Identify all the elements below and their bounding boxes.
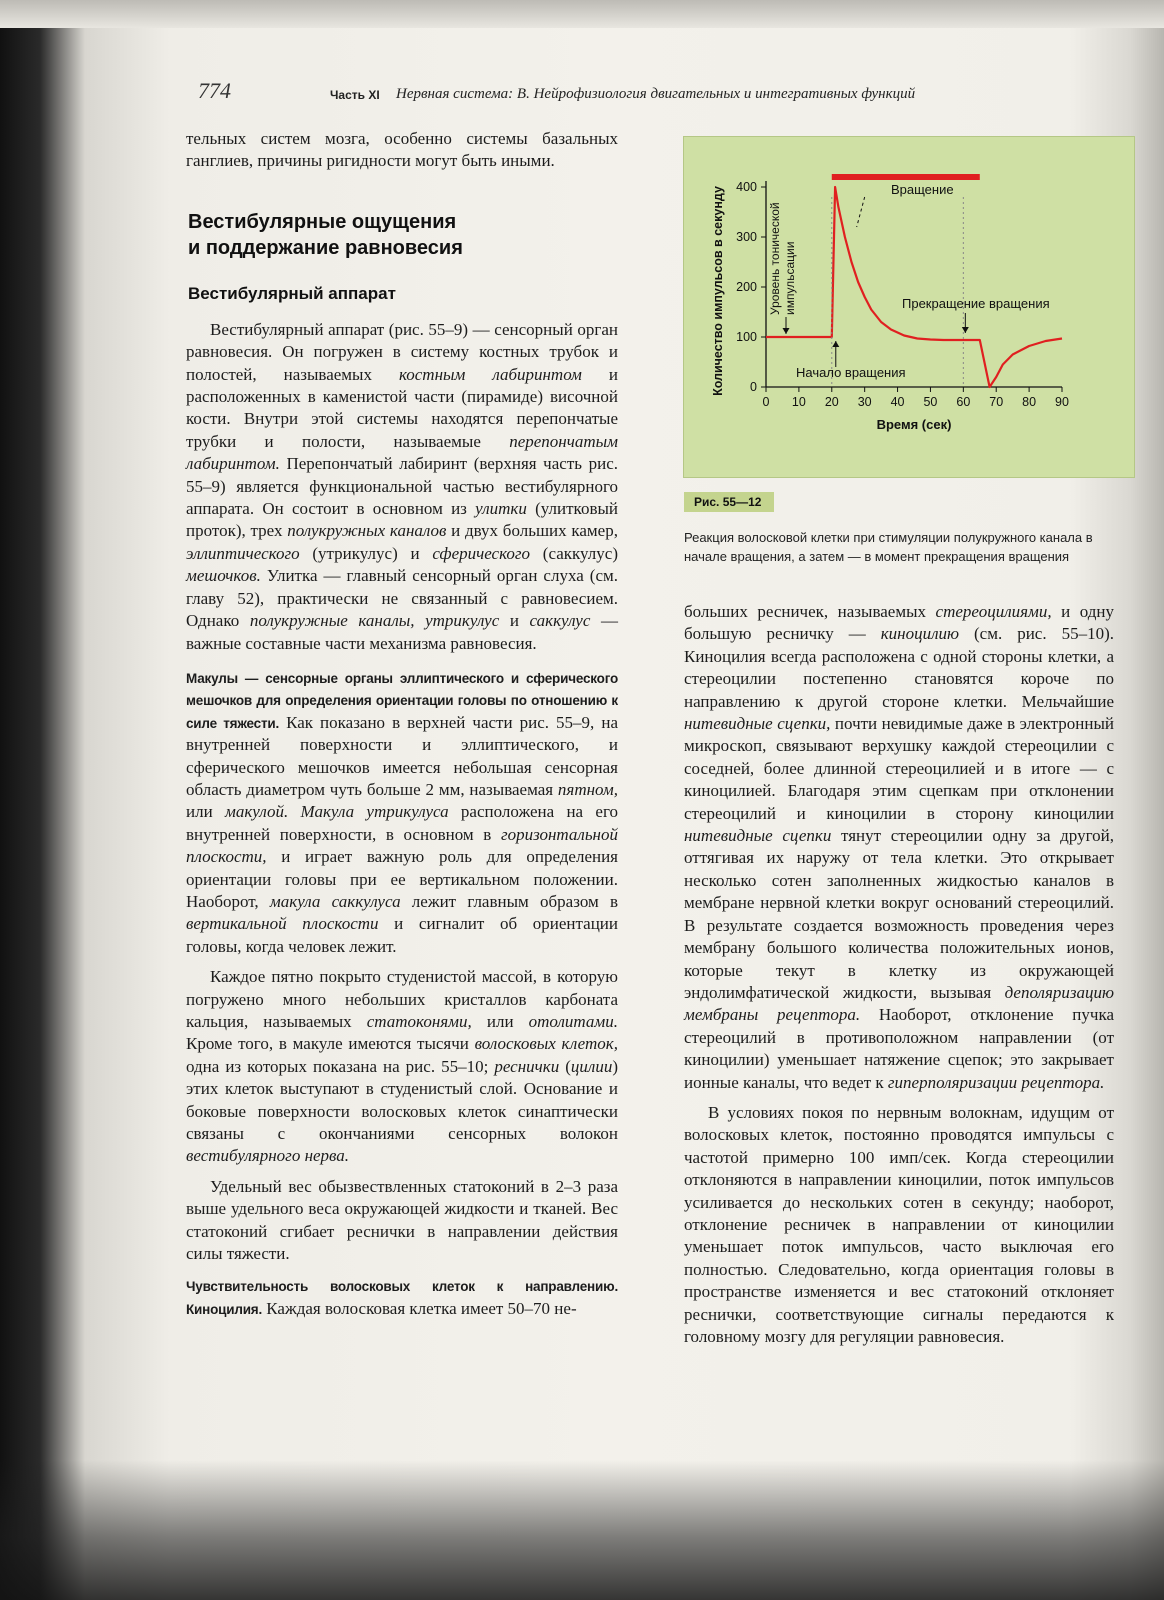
figure-tag: Рис. 55—12 bbox=[684, 492, 774, 512]
scan-edge bbox=[0, 0, 1164, 28]
paragraph-lead: Макулы — сенсорные органы эллиптического и сферического мешочков для определения ориентации головы по отношению к силе тяжести. bbox=[186, 670, 618, 731]
paragraph-macula: Макулы — сенсорные органы эллиптического и сферического мешочков для определения ориентации головы по отношению к силе тяжести. Как показано в верхней части рис. 55–9, на внутренней поверхности и эллиптического, и сферического мешочков имеется небольшая сенсорная область диаметром чуть больше 2 мм, называемая пятном, или макулой. Макула утрикулуса расположена на его внутренней поверхности, в основном в горизонтальной плоскости, и играет важную роль для определения ориентации головы при ее вертикальном положении. Наоборот, макула саккулуса лежит главным образом в вертикальной плоскости и сигналит об ориентации головы, когда человек лежит. bbox=[186, 670, 619, 956]
x-tick-label: 80 bbox=[1022, 395, 1037, 409]
stop-rotation-label: Прекращение вращения bbox=[902, 296, 1050, 311]
rotation-leader bbox=[857, 197, 865, 227]
right-column bbox=[684, 601, 1114, 1348]
page-number: 774 bbox=[198, 78, 231, 103]
intro-paragraph: тельных систем мозга, особенно системы базальных ганглиев, причины ригидности могут быть иными. bbox=[186, 129, 618, 171]
chart-marks bbox=[766, 174, 1062, 387]
x-tick-label: 10 bbox=[791, 395, 806, 409]
x-tick-label: 30 bbox=[857, 395, 872, 409]
x-tick-label: 90 bbox=[1055, 395, 1069, 409]
start-rotation-label: Начало вращения bbox=[796, 365, 906, 380]
x-axis-title: Время (сек) bbox=[876, 417, 952, 432]
paragraph-vestibular: Вестибулярный аппарат (рис. 55–9) — сенсорный орган равновесия. Он погружен в систему костных трубок и полостей, называемых костным лабиринтом и расположенных в каменистой части (пирамиде) височной кости. Внутри этой системы находятся перепончатые трубки и полости, называемые перепончатым лабиринтом. Перепончатый лабиринт (верхняя часть рис. 55–9) является функциональной частью вестибулярного аппарата. Он состоит в основном из улитки (улитковый проток), трех полукружных каналов и двух больших камер, эллиптического (утрикулус) и сферического (саккулус) мешочков. Улитка — главный сенсорный орган слуха (см. главу 52), практически не связанный с равновесием. Однако полукружные каналы, утрикулус и саккулус — важные составные части механизма равновесия. bbox=[186, 319, 619, 653]
series-line bbox=[766, 187, 1062, 387]
x-tick-label: 70 bbox=[989, 395, 1004, 409]
x-tick-label: 40 bbox=[890, 395, 905, 409]
y-tick-label: 0 bbox=[750, 380, 757, 394]
x-tick-label: 50 bbox=[923, 395, 938, 409]
subsection-heading: Вестибулярный аппарат bbox=[188, 283, 396, 303]
paragraph-resting-impulses: В условиях покоя по нервным волокнам, идущим от волосковых клеток, постоянно проводятся импульсы с частотой примерно 100 имп/сек. Когда стереоцилии отклоняются в направлении киноцилии, поток импульсов усиливается до нескольких сотен в секунду; наоборот, отклонение ресничек в направлении от киноцилии уменьшает поток импульсов, часто выключая его полностью. Следовательно, когда ориентация головы в пространстве изменяется и вес статоконий отклоняет реснички, соответствующие сигналы передаются к головному мозгу для регуляции равновесия. bbox=[684, 1102, 1114, 1346]
tonic-label-1: Уровень тонической bbox=[768, 202, 782, 315]
y-tick-label: 300 bbox=[736, 230, 757, 244]
section-heading-line-1: Вестибулярные ощущения bbox=[188, 210, 457, 233]
start-arrow-head bbox=[832, 341, 839, 347]
y-tick-label: 400 bbox=[736, 180, 757, 194]
figure-55-12 bbox=[683, 136, 1135, 478]
y-axis-title: Количество импульсов в секунду bbox=[711, 186, 725, 396]
rotation-label: Вращение bbox=[891, 182, 954, 197]
paragraph-specific-weight: Удельный вес обызвествленных статоконий в 2–3 раза выше удельного веса окружающей жидкости и тканей. Вес статоконий сгибает реснички в направлении действия силы тяжести. bbox=[186, 1176, 618, 1264]
running-header-part: Часть XI bbox=[330, 88, 380, 102]
tonic-label-2: импульсации bbox=[783, 241, 797, 315]
y-tick-label: 100 bbox=[736, 330, 757, 344]
paragraph-kinocilium: Чувствительность волосковых клеток к направлению. Киноцилия. Каждая волосковая клетка имеет 50–70 не- bbox=[186, 1279, 618, 1318]
paragraph-lead: Чувствительность волосковых клеток к направлению. Киноцилия. bbox=[186, 1279, 618, 1317]
hair-cell-response-chart bbox=[684, 137, 1134, 477]
x-tick-label: 20 bbox=[824, 395, 839, 409]
section-heading-line-2: и поддержание равновесия bbox=[188, 236, 463, 259]
rotation-interval-bar bbox=[832, 174, 980, 180]
paragraph-stereocilia: больших ресничек, называемых стереоцилиями, и одну большую ресничку — киноцилию (см. рис. 55–10). Киноцилия всегда расположена с одной стороны клетки, а стереоцилии постепенно становятся короче по направлению к другой стороне клетки. Мельчайшие нитевидные сцепки, почти невидимые даже в электронный микроскоп, связывают верхушку каждой стереоцилии с соседней, более длинной стереоцилией и в итоге — с киноцилией. Благодаря этим сцепкам при отклонении стереоцилий и киноцилии в сторону киноцилии нитевидные сцепки тянут стереоцилии одну за другой, оттягивая их наружу от тела клетки. Это открывает несколько сотен заполненных жидкостью каналов в мембране нервной клетки вокруг оснований стереоцилий. В результате создается возможность проведения через мембрану большого количества положительных ионов, которые текут в клетку из окружающей эндолимфатической жидкости, вызывая деполяризацию мембраны рецептора. Наоборот, отклонение пучка стереоцилий в противоположном направлении (от киноцилии) уменьшает натяжение сцепок; это закрывает ионные каналы, что ведет к гиперполяризации рецептора. bbox=[684, 602, 1115, 1092]
paragraph-statoconia: Каждое пятно покрыто студенистой массой, в которую погружено много небольших кристаллов карбоната кальция, называемых статоконями, или отолитами. Кроме того, в макуле имеются тысячи волосковых клеток, одна из которых показана на рис. 55–10; реснички (цилии) этих клеток выступают в студенистый слой. Основание и боковые поверхности волосковых клеток синаптически связаны с окончаниями сенсорных волокон вестибулярного нерва. bbox=[186, 967, 618, 1166]
y-tick-label: 200 bbox=[736, 280, 757, 294]
x-tick-label: 0 bbox=[762, 395, 770, 409]
section-heading bbox=[188, 209, 618, 261]
left-column bbox=[186, 128, 618, 1320]
tonic-arrow-head bbox=[783, 328, 790, 334]
figure-caption: Реакция волосковой клетки при стимуляции полукружного канала в начале вращения, а затем — в момент прекращения вращения bbox=[684, 530, 1093, 564]
x-tick-label: 60 bbox=[956, 395, 971, 409]
running-header-title: Нервная система: В. Нейрофизиология двигательных и интегративных функций bbox=[396, 86, 916, 102]
